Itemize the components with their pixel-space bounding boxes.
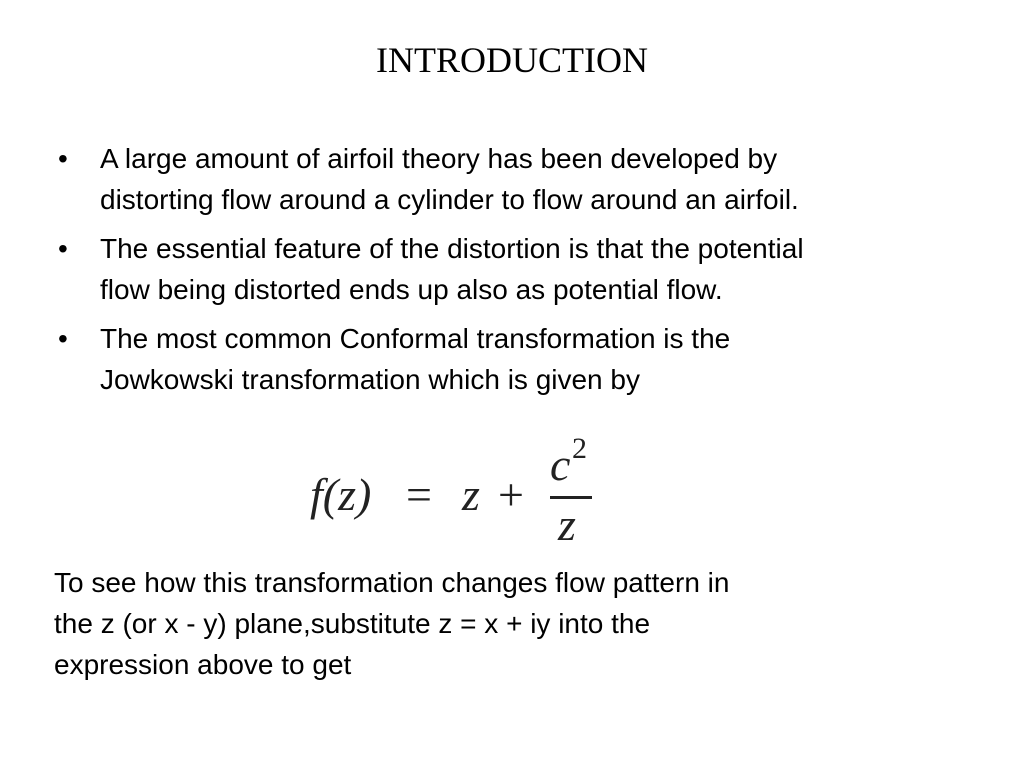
bullet-item [58,138,988,220]
formula-term: z [462,469,480,520]
bullet-list [58,138,988,408]
bullet-text-line: Jowkowski transformation which is given by [100,364,640,395]
paragraph-line: To see how this transformation changes flow pattern in [54,567,730,598]
slide-title: INTRODUCTION [376,40,648,80]
bullet-text-line: flow being distorted ends up also as potential flow. [100,274,723,305]
paragraph-line: expression above to get [54,649,352,680]
formula-equals: = [406,469,432,520]
bullet-text-line: The essential feature of the distortion is that the potential [100,233,804,264]
formula-denominator: z [558,499,576,550]
bullet-item [58,318,988,400]
formula-numerator: c [550,439,571,490]
explanation-paragraph [54,562,954,685]
formula-plus: + [498,469,524,520]
formula-lhs: f(z) [310,469,372,520]
bullet-text-line: The most common Conformal transformation is the [100,323,731,354]
bullet-icon: • [58,233,68,264]
bullet-text-line: distorting flow around a cylinder to flow around an airfoil. [100,184,799,215]
formula-exponent: 2 [572,432,587,465]
bullet-item [58,228,988,310]
bullet-icon: • [58,143,68,174]
bullet-icon: • [58,323,68,354]
bullet-text-line: A large amount of airfoil theory has been developed by [100,143,778,174]
paragraph-line: the z (or x - y) plane,substitute z = x + iy into the [54,608,651,639]
joukowski-formula [306,430,616,550]
